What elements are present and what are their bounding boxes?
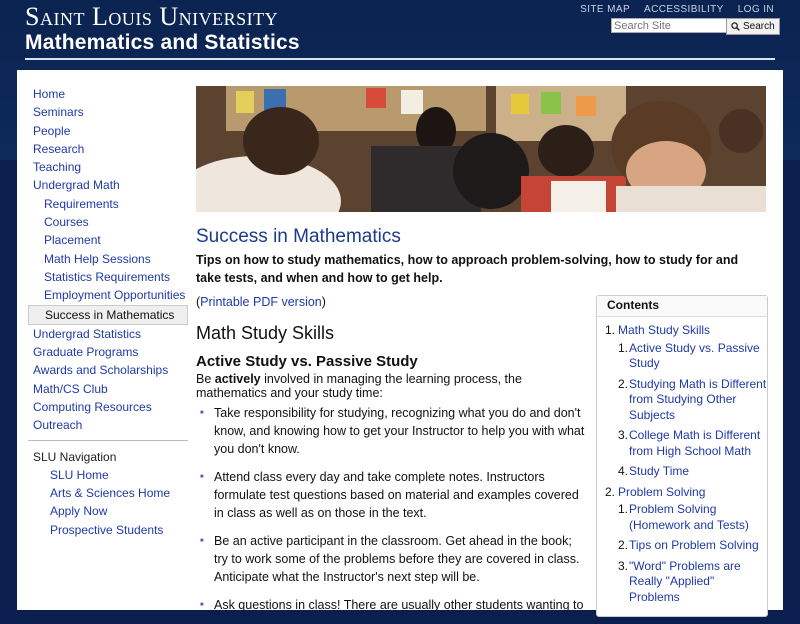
list-item: ■ Take responsibility for studying, recognizing what you do and don't know, and knowing how to get your Instructor to help you with what you don't know.: [200, 404, 585, 458]
toc-link-problem-solving-homework[interactable]: Problem Solving (Homework and Tests): [629, 502, 749, 532]
header-divider: [25, 58, 775, 60]
toc-title: Contents: [597, 296, 767, 317]
sidebar-item-placement[interactable]: Placement: [44, 233, 101, 248]
toc-link-tips-on-problem-solving[interactable]: Tips on Problem Solving: [629, 538, 759, 552]
slu-home-link[interactable]: SLU Home: [50, 467, 109, 482]
toc-link-active-study[interactable]: Active Study vs. Passive Study: [629, 340, 760, 370]
sidebar-item-math-cs-club[interactable]: Math/CS Club: [33, 381, 108, 396]
table-of-contents: [596, 295, 768, 617]
sidebar-item-success-in-mathematics[interactable]: Success in Mathematics: [28, 305, 188, 325]
list-item: ■ Be an active participant in the classroom. Get ahead in the book; try to work some of the problems before they are covered in class. Anticipate what the Instructor's next step will be.: [200, 532, 585, 586]
intro-emphasis: actively: [214, 372, 261, 386]
toc-number: 3.: [618, 558, 629, 573]
toc-link-word-problems[interactable]: "Word" Problems are Really "Applied" Problems: [629, 558, 741, 604]
sidebar-item-people[interactable]: People: [33, 123, 71, 138]
sidebar-item-home[interactable]: Home: [33, 87, 66, 101]
toc-subitem: [618, 502, 767, 533]
toc-list: [597, 323, 767, 605]
arts-sciences-home-link[interactable]: Arts & Sciences Home: [50, 485, 171, 500]
search-input[interactable]: [611, 18, 727, 33]
log-in-link[interactable]: LOG IN: [737, 4, 774, 15]
hero-photo-students: [196, 86, 766, 212]
page-title: Success in Mathematics: [196, 226, 401, 247]
toc-link-studying-math-different[interactable]: Studying Math is Different from Studying Other Subjects: [629, 376, 767, 422]
page-summary: Tips on how to study mathematics, how to approach problem-solving, how to study for and take tests, and when and how to get help.: [196, 253, 739, 285]
sidebar-item-graduate-programs[interactable]: Graduate Programs: [33, 345, 139, 360]
pdf-link-wrapper: (Printable PDF version): [196, 295, 326, 309]
toc-link-study-time[interactable]: Study Time: [629, 464, 690, 478]
toc-number: 4.: [618, 464, 629, 478]
slu-navigation-heading: SLU Navigation: [33, 449, 117, 464]
intro-text-start: Be: [196, 372, 215, 386]
toc-subitem: [618, 428, 767, 459]
section-heading-math-study-skills: Math Study Skills: [196, 323, 335, 343]
prospective-students-link[interactable]: Prospective Students: [50, 522, 164, 537]
toc-number: 2.: [618, 376, 629, 391]
toc-sublist: [618, 502, 767, 605]
site-map-link[interactable]: SITE MAP: [580, 4, 631, 15]
toc-number: 2.: [605, 484, 616, 499]
printable-pdf-link[interactable]: Printable PDF version: [200, 295, 322, 309]
utility-links: [580, 4, 774, 15]
sidebar-item-teaching[interactable]: Teaching: [33, 160, 82, 175]
toc-number: 2.: [618, 538, 629, 552]
search-button-label: Search: [743, 21, 775, 32]
toc-item: [597, 485, 767, 606]
sidebar-divider: [28, 440, 188, 441]
sidebar-item-courses[interactable]: Courses: [44, 215, 89, 230]
toc-subitem: [618, 538, 767, 554]
toc-number: 1.: [618, 340, 629, 355]
list-item: ■ Ask questions in class! There are usually other students wanting to: [200, 596, 585, 614]
toc-sublist: [618, 341, 767, 480]
toc-number: 3.: [618, 428, 629, 442]
sidebar-item-math-help[interactable]: Math Help Sessions: [44, 251, 151, 266]
list-item: ■ Attend class every day and take complete notes. Instructors formulate test questions based on material and examples covered in class as well as on those in the text.: [200, 468, 585, 522]
sidebar-item-awards[interactable]: Awards and Scholarships: [33, 363, 169, 378]
toc-number: 1.: [618, 502, 629, 516]
sidebar-item-computing-resources[interactable]: Computing Resources: [33, 400, 152, 415]
search-button[interactable]: [726, 18, 780, 35]
toc-item: [597, 323, 767, 480]
study-tips-list: [200, 404, 585, 624]
toc-number: 1.: [605, 323, 616, 337]
toc-link-college-math-different[interactable]: College Math is Different from High School Math: [629, 428, 761, 458]
toc-subitem: [618, 559, 767, 606]
sidebar-item-statistics-requirements[interactable]: Statistics Requirements: [44, 269, 171, 284]
toc-subitem: [618, 377, 767, 424]
toc-subitem: [618, 341, 767, 372]
sidebar-nav: [28, 85, 188, 539]
sidebar-item-undergrad-statistics[interactable]: Undergrad Statistics: [33, 326, 142, 341]
department-name[interactable]: Mathematics and Statistics: [25, 31, 300, 54]
sidebar-item-requirements[interactable]: Requirements: [44, 196, 119, 211]
sidebar-item-research[interactable]: Research: [33, 141, 85, 156]
toc-link-math-study-skills[interactable]: Math Study Skills: [618, 323, 711, 337]
toc-subitem: [618, 464, 767, 480]
sidebar-item-employment[interactable]: Employment Opportunities: [44, 288, 186, 303]
sidebar-item-outreach[interactable]: Outreach: [33, 418, 83, 433]
intro-paragraph: [196, 373, 586, 400]
hero-photo-illustration: [196, 86, 766, 212]
intro-text-end: involved in managing the learning process, the mathematics and your study time:: [196, 372, 522, 400]
sidebar-item-seminars[interactable]: Seminars: [33, 105, 84, 120]
search-icon: [731, 22, 740, 31]
apply-now-link[interactable]: Apply Now: [50, 504, 108, 519]
subsection-heading-active-study: Active Study vs. Passive Study: [196, 353, 418, 370]
sidebar-item-undergrad-math[interactable]: Undergrad Math: [33, 178, 120, 193]
accessibility-link[interactable]: ACCESSIBILITY: [644, 4, 724, 15]
toc-link-problem-solving[interactable]: Problem Solving: [618, 484, 706, 499]
university-name[interactable]: Saint Louis University: [25, 2, 279, 31]
